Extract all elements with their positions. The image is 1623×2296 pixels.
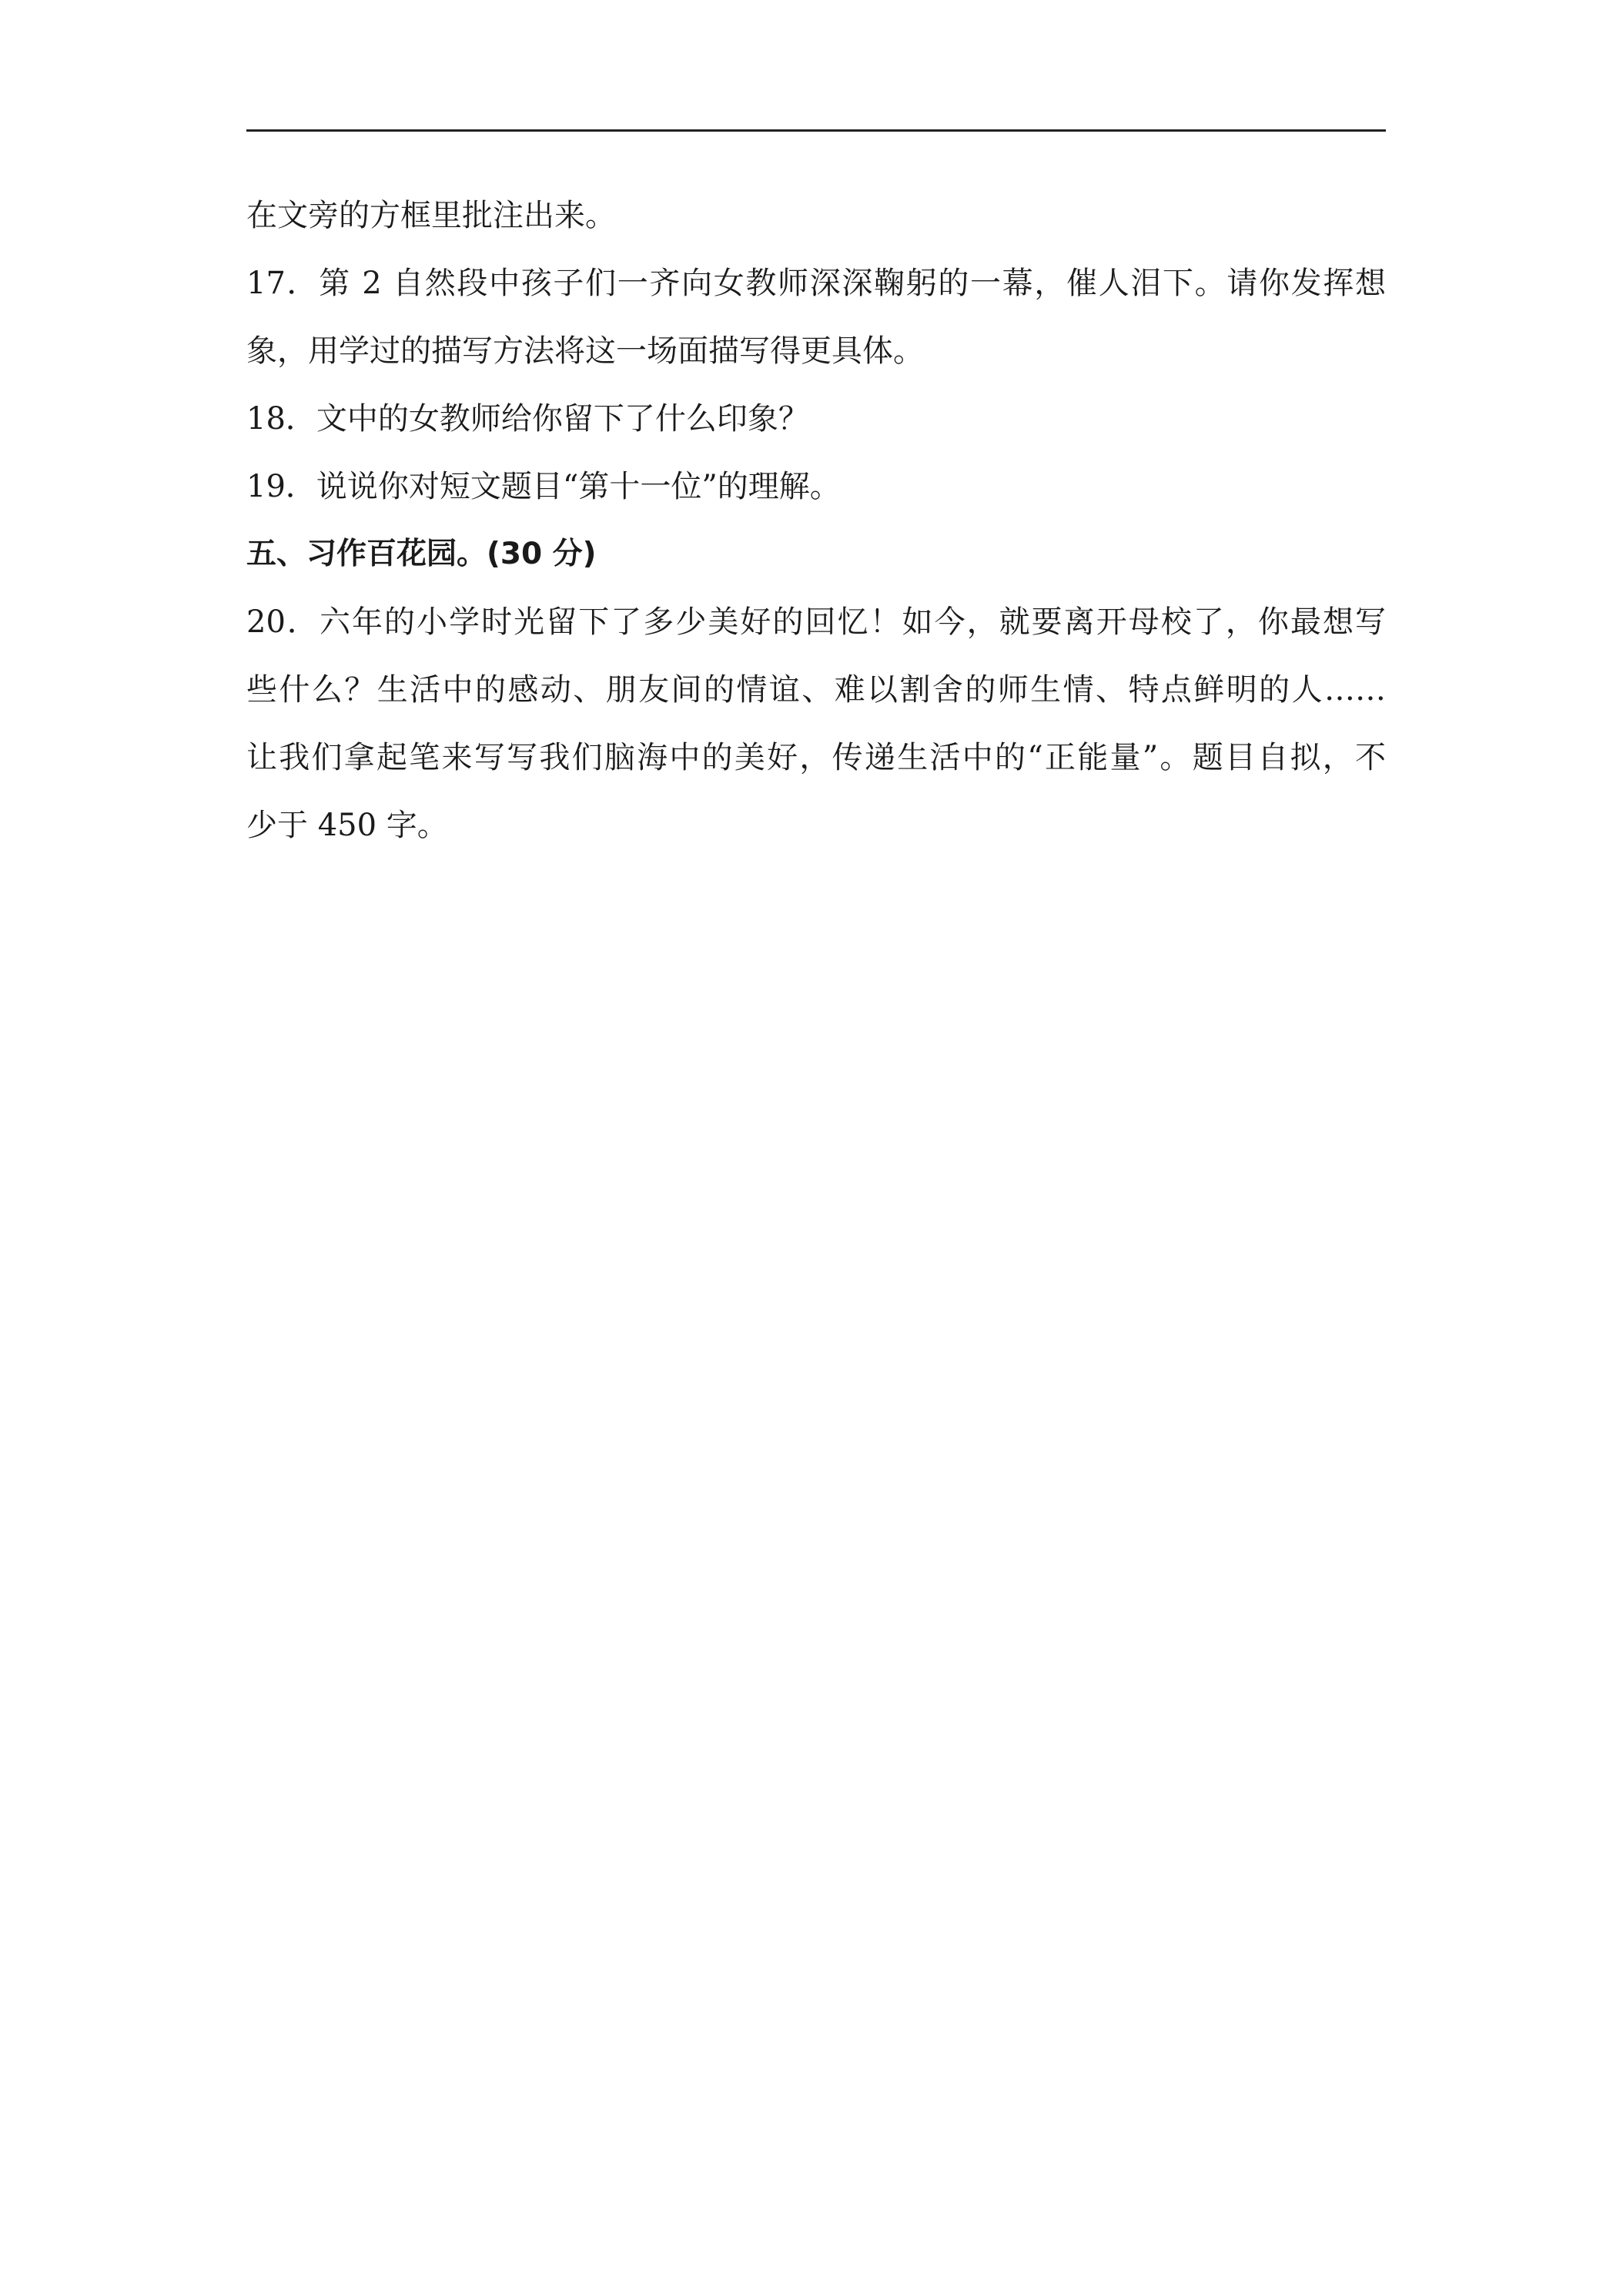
question-19-line-1: 19．说说你对短文题目“第十一位”的理解。 <box>246 469 841 504</box>
question-20 <box>246 588 1386 859</box>
header-rule <box>246 129 1386 132</box>
continuation-line: 在文旁的方框里批注出来。 <box>246 198 616 233</box>
question-18 <box>246 385 1386 453</box>
question-20-line-4: 少于 450 字。 <box>246 808 448 843</box>
question-19 <box>246 453 1386 520</box>
question-17-line-1: 17．第 2 自然段中孩子们一齐向女教师深深鞠躬的一幕，催人泪下。请你发挥想 <box>246 266 1386 301</box>
question-17-line-2: 象，用学过的描写方法将这一场面描写得更具体。 <box>246 333 924 369</box>
question-20-line-3: 让我们拿起笔来写写我们脑海中的美好，传递生活中的“正能量”。题目自拟，不 <box>246 740 1386 775</box>
page-content <box>246 182 1386 859</box>
question-18-line-1: 18．文中的女教师给你留下了什么印象？ <box>246 401 809 437</box>
section-five-heading: 五、习作百花园。(30 分) <box>246 537 597 571</box>
question-20-line-2: 些什么？生活中的感动、朋友间的情谊、难以割舍的师生情、特点鲜明的人…… <box>246 672 1386 708</box>
question-20-line-1: 20．六年的小学时光留下了多少美好的回忆！如今，就要离开母校了，你最想写 <box>246 604 1386 640</box>
question-17 <box>246 249 1386 385</box>
